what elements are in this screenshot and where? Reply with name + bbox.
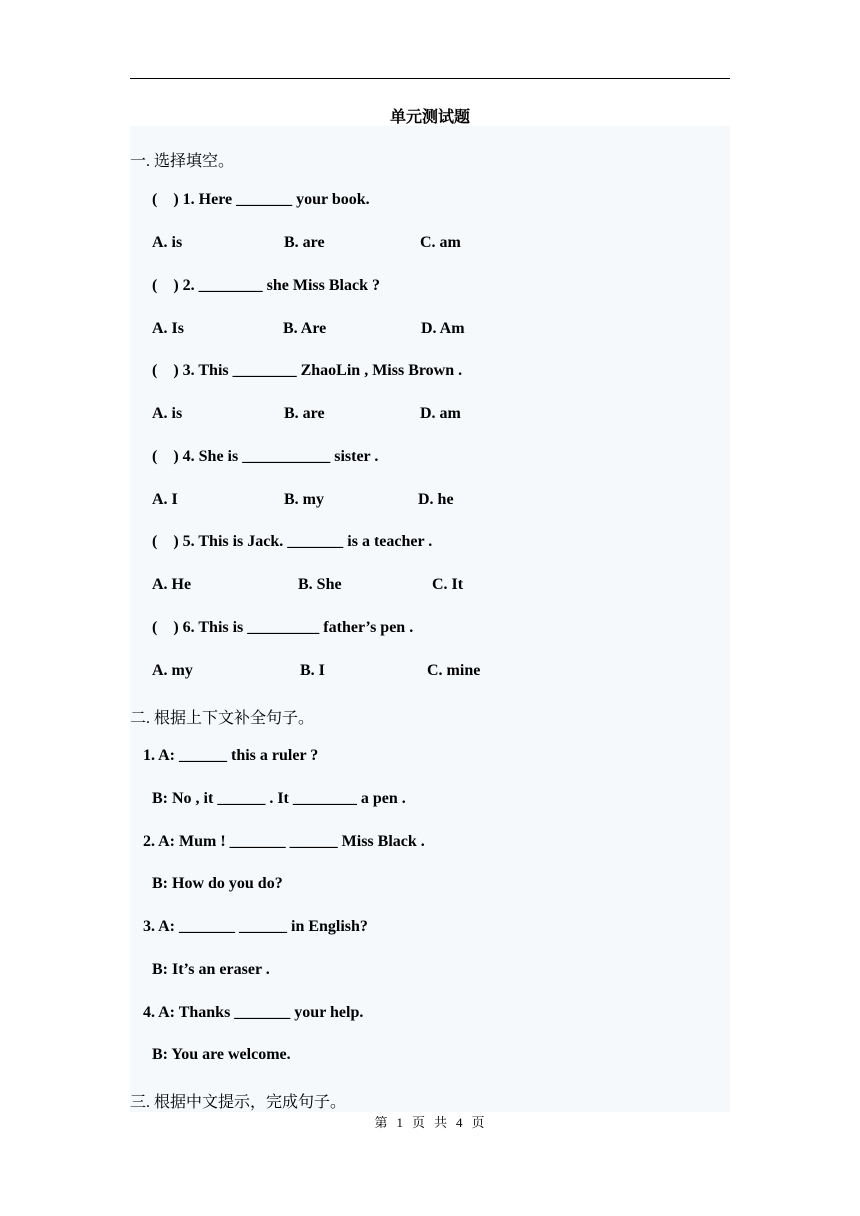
footer-prefix: 第: [374, 1115, 389, 1130]
q1-option-b: B. are: [284, 234, 325, 251]
q2-option-b: B. Are: [283, 320, 327, 337]
q6-option-c: C. mine: [427, 662, 481, 679]
section2-heading: 二. 根据上下文补全句子。: [130, 710, 315, 727]
question-3: ( ) 3. This ________ ZhaoLin , Miss Brown .: [152, 362, 463, 379]
q2-option-c: D. Am: [421, 320, 465, 337]
dialog-2-b: B: How do you do?: [152, 875, 283, 892]
dialog-1-b: B: No , it ______ . It ________ a pen .: [152, 790, 406, 807]
q5-option-b: B. She: [298, 576, 342, 593]
q1-option-c: C. am: [420, 234, 461, 251]
header-rule: [130, 78, 730, 79]
section3-heading: 三. 根据中文提示，完成句子。: [130, 1094, 347, 1111]
dialog-4-b: B: You are welcome.: [152, 1046, 291, 1063]
page-title: 单元测试题: [389, 109, 470, 126]
q4-option-b: B. my: [284, 491, 324, 508]
q4-option-a: A. I: [152, 491, 178, 508]
q1-option-a: A. is: [152, 234, 183, 251]
dialog-3-a: 3. A: _______ ______ in English?: [143, 918, 368, 935]
q5-option-c: C. It: [432, 576, 464, 593]
q6-option-b: B. I: [300, 662, 325, 679]
q3-option-c: D. am: [420, 405, 461, 422]
question-6: ( ) 6. This is _________ father’s pen .: [152, 619, 414, 636]
q3-option-a: A. is: [152, 405, 183, 422]
footer-suffix: 页: [471, 1115, 486, 1130]
page-footer: [130, 1112, 730, 1131]
question-2: ( ) 2. ________ she Miss Black ?: [152, 277, 380, 294]
footer-page-word: 页: [411, 1115, 426, 1130]
footer-total-pages: 4: [456, 1115, 464, 1130]
footer-total-label: 共: [434, 1115, 449, 1130]
q4-option-c: D. he: [418, 491, 454, 508]
dialog-4-a: 4. A: Thanks _______ your help.: [143, 1004, 364, 1021]
question-4: ( ) 4. She is ___________ sister .: [152, 448, 379, 465]
section1-heading: 一. 选择填空。: [130, 153, 235, 170]
dialog-2-a: 2. A: Mum ! _______ ______ Miss Black .: [143, 833, 425, 850]
q6-option-a: A. my: [152, 662, 193, 679]
question-5: ( ) 5. This is Jack. _______ is a teacher .: [152, 533, 433, 550]
footer-page-number: 1: [396, 1115, 404, 1130]
q5-option-a: A. He: [152, 576, 192, 593]
dialog-1-a: 1. A: ______ this a ruler ?: [143, 747, 319, 764]
question-1: ( ) 1. Here _______ your book.: [152, 191, 370, 208]
dialog-3-b: B: It’s an eraser .: [152, 961, 270, 978]
q2-option-a: A. Is: [152, 320, 185, 337]
q3-option-b: B. are: [284, 405, 325, 422]
